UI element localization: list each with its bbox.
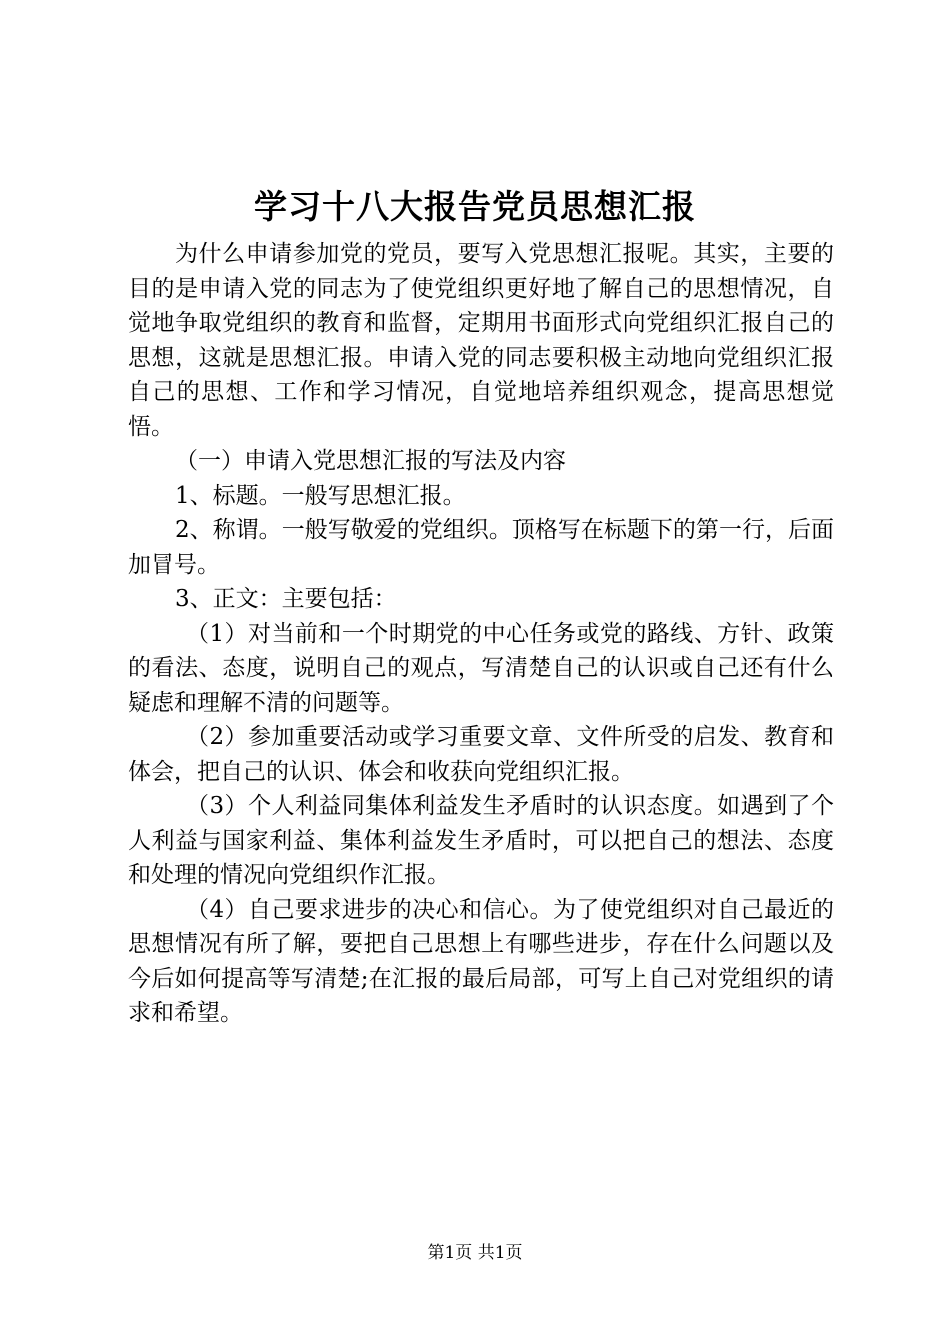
paragraph-section-heading: （一）申请入党思想汇报的写法及内容 [175,448,566,474]
document-title: 学习十八大报告党员思想汇报 [254,187,696,226]
paragraph-item-salutation: 2、称谓。一般写敬爱的党组织。顶格写在标题下的第一行，后面加冒号。 [128,517,834,578]
paragraph-subitem-4: （4）自己要求进步的决心和信心。为了使党组织对自己最近的思想情况有所了解，要把自己思想上有哪些进步，存在什么问题以及今后如何提高等写清楚;在汇报的最后局部，可写上自己对党组织的请求和希望。 [128,896,834,1026]
document-body [128,237,834,1031]
paragraph-subitem-1: （1）对当前和一个时期党的中心任务或党的路线、方针、政策的看法、态度，说明自己的观点，写清楚自己的认识或自己还有什么疑虑和理解不清的问题等。 [128,620,834,716]
page-footer: 第1页 共1页 [427,1243,523,1263]
paragraph-subitem-3: （3）个人利益同集体利益发生矛盾时的认识态度。如遇到了个人利益与国家利益、集体利益发生矛盾时，可以把自己的想法、态度和处理的情况向党组织作汇报。 [128,793,834,888]
paragraph-subitem-2: （2）参加重要活动或学习重要文章、文件所受的启发、教育和体会，把自己的认识、体会和收获向党组织汇报。 [128,724,834,785]
paragraph-item-body: 3、正文：主要包括： [175,586,397,612]
paragraph-intro: 为什么申请参加党的党员，要写入党思想汇报呢。其实，主要的目的是申请入党的同志为了使党组织更好地了解自己的思想情况，自觉地争取党组织的教育和监督，定期用书面形式向党组织汇报自己的思想，这就是思想汇报。申请入党的同志要积极主动地向党组织汇报自己的思想、工作和学习情况，自觉地培养组织观念，提高思想觉悟。 [128,241,834,440]
paragraph-item-title: 1、标题。一般写思想汇报。 [175,482,466,509]
